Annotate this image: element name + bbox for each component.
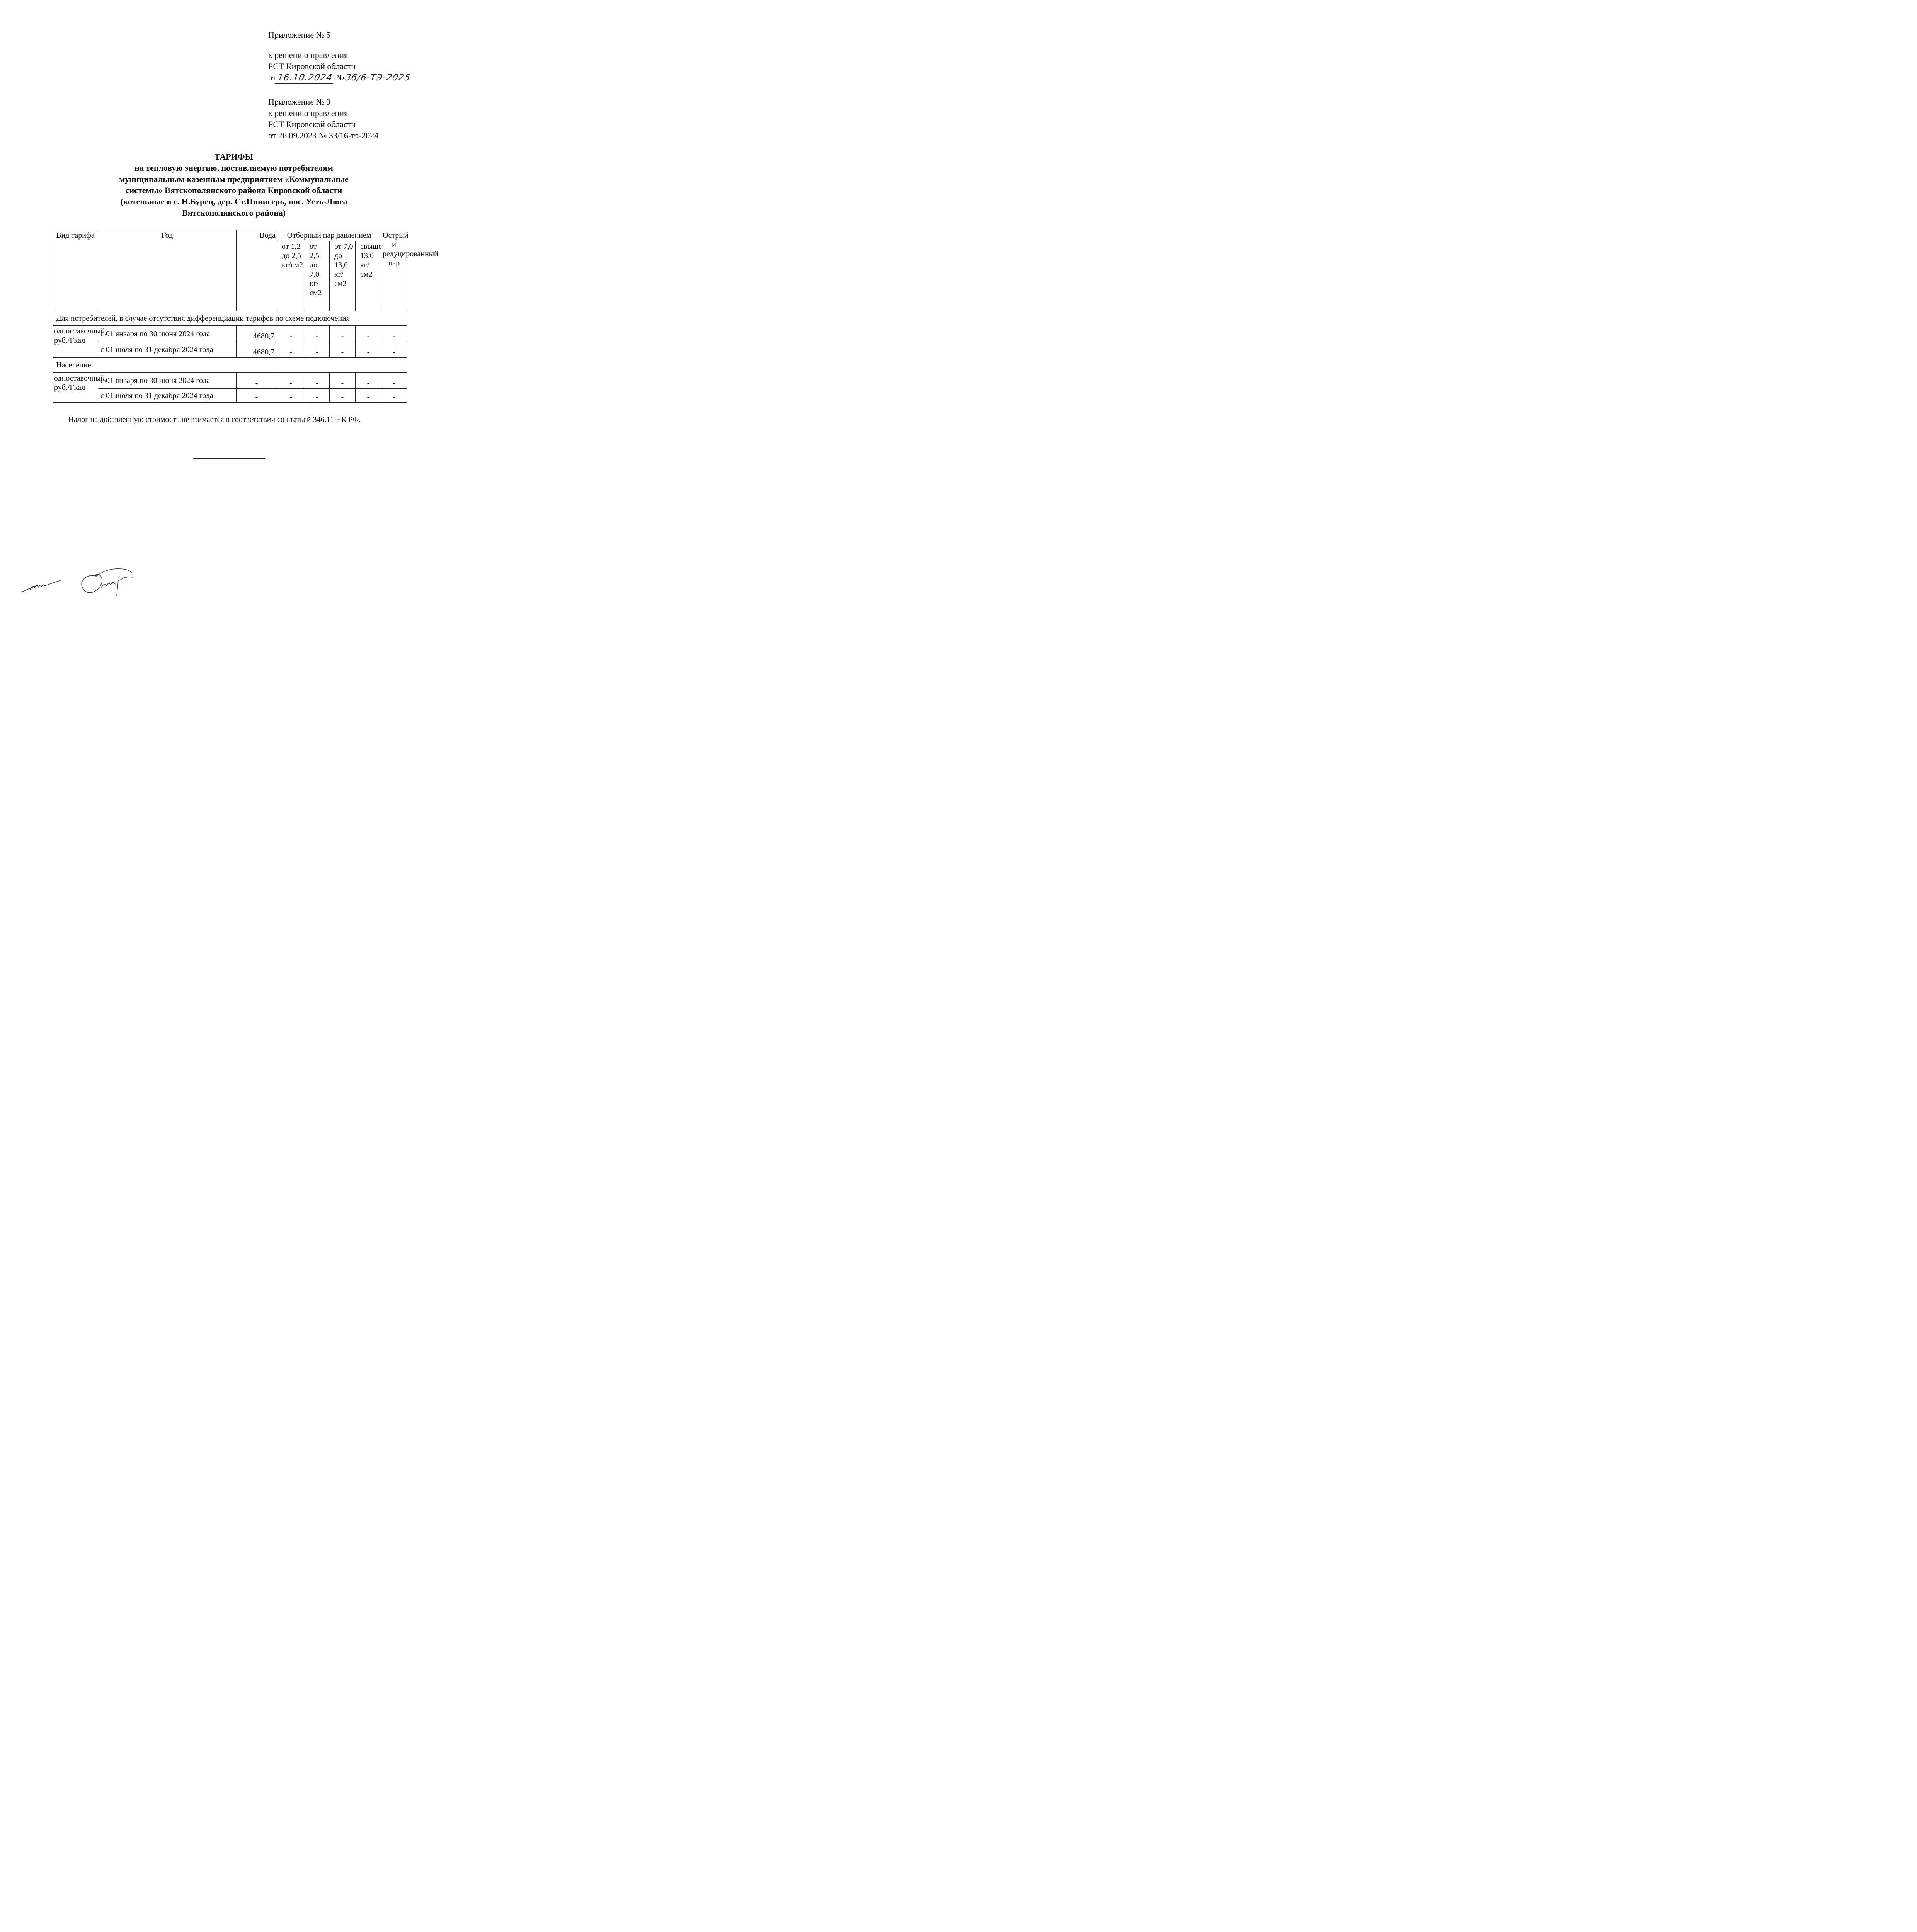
handwritten-signature xyxy=(19,565,143,600)
closing-rule xyxy=(193,458,265,459)
table-row xyxy=(53,342,407,358)
number-prefix: № xyxy=(336,73,344,82)
sharp-steam-cell: - xyxy=(381,373,407,389)
handwritten-date: 16.10.2024 xyxy=(275,72,335,84)
pressure-1-cell: - xyxy=(277,342,305,358)
document-page xyxy=(0,0,438,607)
appendix-5-block xyxy=(268,29,410,84)
water-cell: - xyxy=(237,373,277,389)
table-row xyxy=(53,373,407,389)
appendix-9-title: Приложение № 9 xyxy=(268,97,331,107)
table-row xyxy=(53,389,407,403)
heading-line-2: муниципальным казенным предприятием «Коммунальные xyxy=(119,174,349,184)
water-cell: 4680,7 xyxy=(237,326,277,342)
pressure-2-cell: - xyxy=(305,373,330,389)
pressure-4-cell: - xyxy=(356,389,381,403)
appendix-5-line-1: к решению правления xyxy=(268,50,348,60)
header-tariff-type: Вид тарифа xyxy=(53,230,98,311)
period-cell: с 01 января по 30 июня 2024 года xyxy=(98,326,237,342)
pressure-3-cell: - xyxy=(330,326,356,342)
tariff-table xyxy=(53,230,438,403)
header-sharp-steam: Острый и редуцированный пар xyxy=(381,230,407,311)
appendix-5-date-line xyxy=(268,72,410,84)
pressure-3-cell: - xyxy=(330,342,356,358)
pressure-4-cell: - xyxy=(356,342,381,358)
period-cell: с 01 января по 30 июня 2024 года xyxy=(98,373,237,389)
pressure-1-cell: - xyxy=(277,389,305,403)
header-year: Год xyxy=(98,230,237,311)
header-steam-group: Отборный пар давлением xyxy=(277,230,381,241)
water-cell: 4680,7 xyxy=(237,342,277,358)
pressure-4-cell: - xyxy=(356,373,381,389)
tariff-type-cell: одноставочный, руб./Гкал xyxy=(53,326,98,358)
section-title: Для потребителей, в случае отсутствия дифференциации тарифов по схеме подключения xyxy=(53,311,407,326)
pressure-3-cell: - xyxy=(330,373,356,389)
header-pressure-2: от 2,5 до 7,0 кг/см2 xyxy=(305,241,330,311)
appendix-9-block xyxy=(268,96,378,141)
appendix-9-line-2: РСТ Кировской области xyxy=(268,119,356,129)
header-pressure-1: от 1,2 до 2,5 кг/см2 xyxy=(277,241,305,311)
pressure-1-cell: - xyxy=(277,373,305,389)
pressure-4-cell: - xyxy=(356,326,381,342)
heading-title: ТАРИФЫ xyxy=(214,152,254,162)
pressure-2-cell: - xyxy=(305,326,330,342)
period-cell: с 01 июля по 31 декабря 2024 года xyxy=(98,389,237,403)
section-title: Население xyxy=(53,358,407,373)
sharp-steam-cell: - xyxy=(381,326,407,342)
header-water: Вода xyxy=(237,230,277,311)
appendix-9-line-1: к решению правления xyxy=(268,108,348,118)
heading-line-4: (котельные в с. Н.Бурец, дер. Ст.Пинигерь, пос. Усть-Люга xyxy=(120,197,347,206)
heading-line-3: системы» Вятскополянского района Кировской области xyxy=(125,185,342,195)
pressure-3-cell: - xyxy=(330,389,356,403)
header-pressure-3: от 7,0 до 13,0 кг/см2 xyxy=(330,241,356,311)
date-prefix: от xyxy=(268,73,276,82)
appendix-9-line-3: от 26.09.2023 № 33/16-тэ-2024 xyxy=(268,131,379,140)
sharp-steam-cell: - xyxy=(381,389,407,403)
water-cell: - xyxy=(237,389,277,403)
pressure-1-cell: - xyxy=(277,326,305,342)
table-row xyxy=(53,326,407,342)
heading-line-5: Вятскополянского района) xyxy=(182,208,286,218)
handwritten-number: 36/6-ТЭ-2025 xyxy=(344,73,411,83)
tariff-type-cell: одноставочный, руб./Гкал xyxy=(53,373,98,403)
pressure-2-cell: - xyxy=(305,389,330,403)
table-header-row-1 xyxy=(53,230,407,241)
section-row xyxy=(53,358,407,373)
sharp-steam-cell: - xyxy=(381,342,407,358)
appendix-5-title: Приложение № 5 xyxy=(268,30,331,40)
document-heading xyxy=(81,151,386,218)
section-row xyxy=(53,311,407,326)
pressure-2-cell: - xyxy=(305,342,330,358)
header-pressure-4: свыше 13,0 кг/см2 xyxy=(356,241,381,311)
vat-note: Налог на добавленную стоимость не взимается в соответствии со статьей 346.11 НК РФ. xyxy=(68,415,361,424)
appendix-5-line-2: РСТ Кировской области xyxy=(268,61,356,71)
period-cell: с 01 июля по 31 декабря 2024 года xyxy=(98,342,237,358)
heading-line-1: на тепловую энергию, поставляемую потребителям xyxy=(134,163,333,173)
